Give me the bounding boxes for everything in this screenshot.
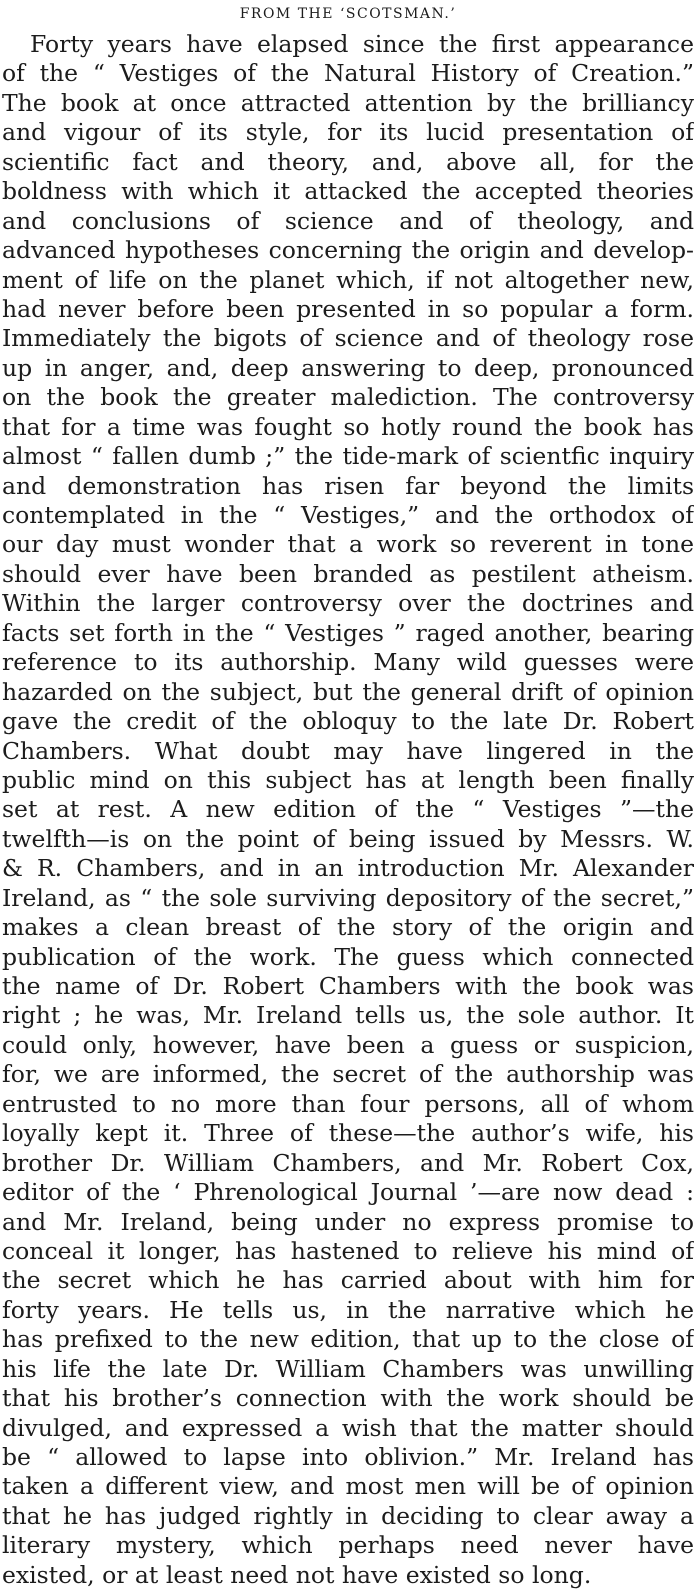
text-line: set at rest. A new edition of the “ Vestiges ”—the [2, 795, 694, 824]
text-line: gave the credit of the obloquy to the late Dr. Robert [2, 707, 694, 736]
text-line: The book at once attracted attention by the brilliancy [2, 88, 694, 117]
text-line: brother Dr. William Chambers, and Mr. Robert Cox, [2, 1148, 694, 1177]
text-line: Chambers. What doubt may have lingered in the [2, 736, 694, 765]
text-line: facts set forth in the “ Vestiges ” raged another, bearing [2, 618, 694, 647]
text-line: for, we are informed, the secret of the authorship was [2, 1060, 694, 1089]
text-line: ment of life on the planet which, if not altogether new, [2, 265, 694, 294]
text-line: twelfth—is on the point of being issued by Messrs. W. [2, 824, 694, 853]
text-line: contemplated in the “ Vestiges,” and the orthodox of [2, 501, 694, 529]
article-body [2, 30, 694, 1590]
text-line: Immediately the bigots of science and of theology rose [2, 324, 694, 353]
text-line: reference to its authorship. Many wild guesses were [2, 648, 694, 677]
text-line: existed, or at least need not have existed so long. [2, 1560, 592, 1589]
text-line: public mind on this subject has at length been finally [2, 765, 694, 794]
text-line: and vigour of its style, for its lucid presentation of [2, 118, 694, 147]
article-heading: FROM THE ‘SCOTSMAN.’ [239, 6, 457, 22]
text-line: scientific fact and theory, and, above all, for the [2, 147, 694, 176]
text-line: his life the late Dr. William Chambers was unwilling [2, 1354, 694, 1383]
text-line: the name of Dr. Robert Chambers with the book was [2, 972, 694, 1000]
text-line: advanced hypotheses concerning the origin and develop- [2, 236, 694, 265]
text-line: could only, however, have been a guess or suspicion, [2, 1030, 694, 1059]
text-line: our day must wonder that a work so reverent in tone [2, 530, 694, 559]
text-line: & R. Chambers, and in an introduction Mr. Alexander [2, 854, 694, 883]
text-line: publication of the work. The guess which connected [2, 942, 694, 971]
text-line: taken a different view, and most men will be of opinion [2, 1472, 694, 1501]
text-line: and demonstration has risen far beyond the limits [2, 471, 694, 500]
text-line: and conclusions of science and of theology, and [2, 206, 694, 235]
text-line: be “ allowed to lapse into oblivion.” Mr. Ireland has [2, 1443, 694, 1471]
text-line: Forty years have elapsed since the first appearance [30, 30, 694, 58]
text-line: Within the larger controversy over the doctrines and [2, 589, 694, 618]
text-line: literary mystery, which perhaps need never have [2, 1531, 694, 1560]
text-line: makes a clean breast of the story of the origin and [2, 913, 694, 942]
text-line: had never before been presented in so popular a form. [2, 294, 694, 323]
text-line: and Mr. Ireland, being under no express promise to [2, 1207, 694, 1236]
text-line: has prefixed to the new edition, that up to the close of [2, 1325, 694, 1354]
text-line: editor of the ‘ Phrenological Journal ’—are now dead : [2, 1178, 694, 1207]
text-line: loyally kept it. Three of these—the author’s wife, his [2, 1119, 694, 1148]
text-line: hazarded on the subject, but the general drift of opinion [2, 677, 694, 706]
text-line: forty years. He tells us, in the narrative which he [2, 1295, 694, 1324]
text-line: that he has judged rightly in deciding to clear away a [2, 1501, 694, 1530]
text-line: Ireland, as “ the sole surviving depository of the secret,” [2, 883, 694, 912]
text-line: up in anger, and, deep answering to deep, pronounced [2, 353, 694, 382]
text-line: should ever have been branded as pestilent atheism. [2, 559, 694, 588]
text-line: right ; he was, Mr. Ireland tells us, the sole author. It [2, 1001, 694, 1030]
text-line: on the book the greater malediction. The controversy [2, 383, 694, 412]
text-line: boldness with which it attacked the accepted theories [2, 177, 694, 206]
text-line: divulged, and expressed a wish that the matter should [2, 1413, 694, 1442]
text-line: the secret which he has carried about with him for [2, 1266, 694, 1295]
text-line: of the “ Vestiges of the Natural History of Creation.” [2, 59, 694, 88]
text-line: that for a time was fought so hotly round the book has [2, 412, 694, 441]
text-line: that his brother’s connection with the work should be [2, 1384, 694, 1413]
text-line: conceal it longer, has hastened to relieve his mind of [2, 1236, 694, 1265]
text-line: entrusted to no more than four persons, all of whom [2, 1089, 694, 1118]
text-line: almost “ fallen dumb ;” the tide-mark of scientfic inquiry [2, 442, 694, 471]
